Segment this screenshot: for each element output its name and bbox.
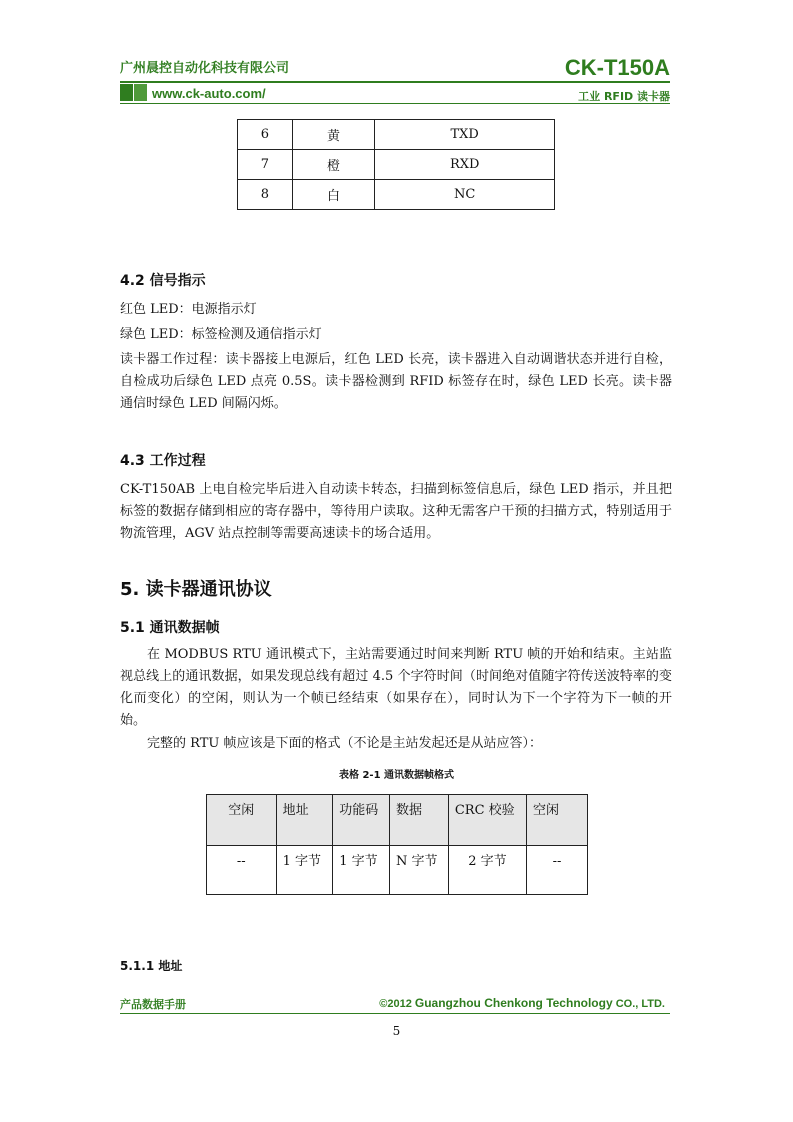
product-subtitle: 工业 RFID 读卡器 bbox=[578, 90, 670, 103]
footer-divider bbox=[120, 1013, 670, 1014]
frame-format-table bbox=[206, 794, 588, 895]
table-row bbox=[207, 846, 588, 895]
table-cell: 6 bbox=[238, 120, 293, 150]
header-divider bbox=[120, 103, 670, 104]
table-header-cell: 地址 bbox=[276, 795, 333, 846]
copyright-prefix: ©2012 bbox=[379, 998, 415, 1010]
table-header-cell: CRC 校验 bbox=[448, 795, 526, 846]
chapter-heading-5: 5. 读卡器通讯协议 bbox=[120, 579, 272, 600]
header-logo-block bbox=[134, 84, 147, 101]
table-cell: TXD bbox=[375, 120, 555, 150]
footer-copyright bbox=[379, 996, 665, 1010]
copyright-company: Guangzhou Chenkong Technology bbox=[414, 996, 613, 1010]
section-heading-5-1: 5.1 通讯数据帧 bbox=[120, 620, 220, 636]
table-header-row bbox=[207, 795, 588, 846]
section-heading-4-3: 4.3 工作过程 bbox=[120, 453, 206, 469]
section-heading-4-2: 4.2 信号指示 bbox=[120, 273, 206, 289]
table-header-cell: 功能码 bbox=[333, 795, 390, 846]
paragraph: 完整的 RTU 帧应该是下面的格式（不论是主站发起还是从站应答）： bbox=[147, 736, 542, 751]
table-cell: 白 bbox=[292, 180, 375, 210]
footer-doc-type: 产品数据手册 bbox=[120, 998, 186, 1011]
pin-table bbox=[237, 119, 555, 210]
paragraph: CK-T150AB 上电自检完毕后进入自动读卡转态，扫描到标签信息后，绿色 LED 指示，并且把标签的数据存储到相应的寄存器中，等待用户读取。这种无需客户干预的扫描方式，特别适用于物流管理，AGV 站点控制等需要高速读卡的场合适用。 bbox=[120, 482, 672, 541]
table-header-cell: 空闲 bbox=[207, 795, 277, 846]
table-cell: 黄 bbox=[292, 120, 375, 150]
copyright-suffix: CO., LTD. bbox=[612, 998, 665, 1010]
table-cell: 2 字节 bbox=[448, 846, 526, 895]
table-header-cell: 空闲 bbox=[526, 795, 587, 846]
paragraph: 红色 LED：电源指示灯 bbox=[120, 302, 257, 317]
table-cell: RXD bbox=[375, 150, 555, 180]
table-caption: 表格 2-1 通讯数据帧格式 bbox=[338, 770, 455, 781]
table-cell: NC bbox=[375, 180, 555, 210]
company-name: 广州晨控自动化科技有限公司 bbox=[120, 61, 290, 76]
page-number: 5 bbox=[392, 1024, 401, 1038]
header-divider bbox=[120, 81, 670, 83]
paragraph: 在 MODBUS RTU 通讯模式下，主站需要通过时间来判断 RTU 帧的开始和结束。主站监视总线上的通讯数据，如果发现总线有超过 4.5 个字符时间（时间绝对值随字符传送波特率的变化而变化）的空闲，则认为一个帧已经结束（如果存在），同时认为下一个字符为下一帧的开始。 bbox=[120, 647, 672, 728]
table-row bbox=[238, 180, 555, 210]
header-logo-block bbox=[120, 84, 133, 101]
table-cell: N 字节 bbox=[390, 846, 449, 895]
table-cell: 7 bbox=[238, 150, 293, 180]
table-cell: 1 字节 bbox=[333, 846, 390, 895]
table-row bbox=[238, 120, 555, 150]
subsection-heading-5-1-1: 5.1.1 地址 bbox=[120, 959, 183, 973]
table-header-cell: 数据 bbox=[390, 795, 449, 846]
table-row bbox=[238, 150, 555, 180]
paragraph: 读卡器工作过程：读卡器接上电源后，红色 LED 长亮，读卡器进入自动调谐状态并进行自检，自检成功后绿色 LED 点亮 0.5S。读卡器检测到 RFID 标签存在时，绿色 LED 长亮。读卡器通信时绿色 LED 间隔闪烁。 bbox=[120, 352, 672, 411]
website-link[interactable]: www.ck-auto.com/ bbox=[152, 86, 266, 101]
table-cell: 橙 bbox=[292, 150, 375, 180]
table-cell: 1 字节 bbox=[276, 846, 333, 895]
table-cell: 8 bbox=[238, 180, 293, 210]
table-cell: -- bbox=[207, 846, 277, 895]
paragraph: 绿色 LED：标签检测及通信指示灯 bbox=[120, 327, 322, 342]
table-cell: -- bbox=[526, 846, 587, 895]
product-model: CK-T150A bbox=[564, 55, 670, 80]
